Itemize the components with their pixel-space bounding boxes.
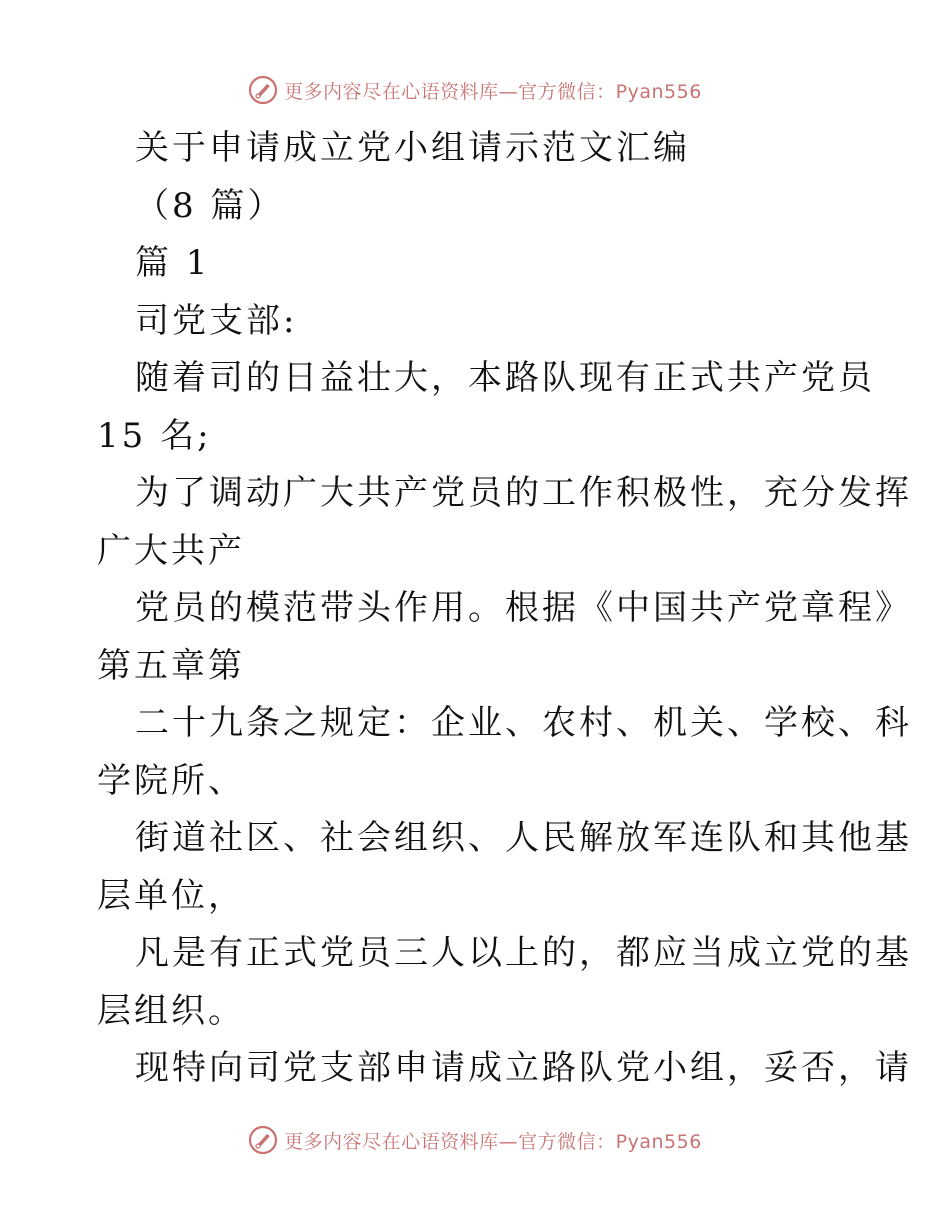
header-watermark-banner xyxy=(0,72,950,108)
body-line: 学院所、 xyxy=(97,760,245,801)
body-line: 广大共产 xyxy=(97,530,245,571)
body-line: 凡是有正式党员三人以上的，都应当成立党的基 xyxy=(135,933,912,973)
document-title: 关于申请成立党小组请示范文汇编 xyxy=(135,128,690,168)
body-line: 街道社区、社会组织、人民解放军连队和其他基 xyxy=(135,818,912,858)
addressee: 司党支部: xyxy=(135,300,298,341)
body-line: 第五章第 xyxy=(97,645,245,686)
document-subtitle: （8 篇） xyxy=(135,185,285,226)
brand-logo-icon xyxy=(248,1125,278,1155)
brand-logo-icon xyxy=(248,75,278,105)
body-line: 15 名; xyxy=(97,415,212,456)
body-line: 层单位， xyxy=(97,875,245,916)
watermark-text: 更多内容尽在心语资料库—官方微信：Pyan556 xyxy=(284,1130,702,1153)
footer-watermark-banner xyxy=(0,1122,950,1158)
body-line: 为了调动广大共产党员的工作积极性，充分发挥 xyxy=(135,473,912,513)
body-line: 层组织。 xyxy=(97,990,245,1031)
body-line: 党员的模范带头作用。根据《中国共产党章程》 xyxy=(135,588,912,628)
body-line: 随着司的日益壮大，本路队现有正式共产党员 xyxy=(135,358,875,398)
body-line: 现特向司党支部申请成立路队党小组，妥否，请 xyxy=(135,1048,912,1088)
body-line: 二十九条之规定：企业、农村、机关、学校、科 xyxy=(135,703,912,743)
watermark-text: 更多内容尽在心语资料库—官方微信：Pyan556 xyxy=(284,80,702,103)
document-body xyxy=(97,120,912,1098)
section-heading: 篇 1 xyxy=(135,243,211,283)
